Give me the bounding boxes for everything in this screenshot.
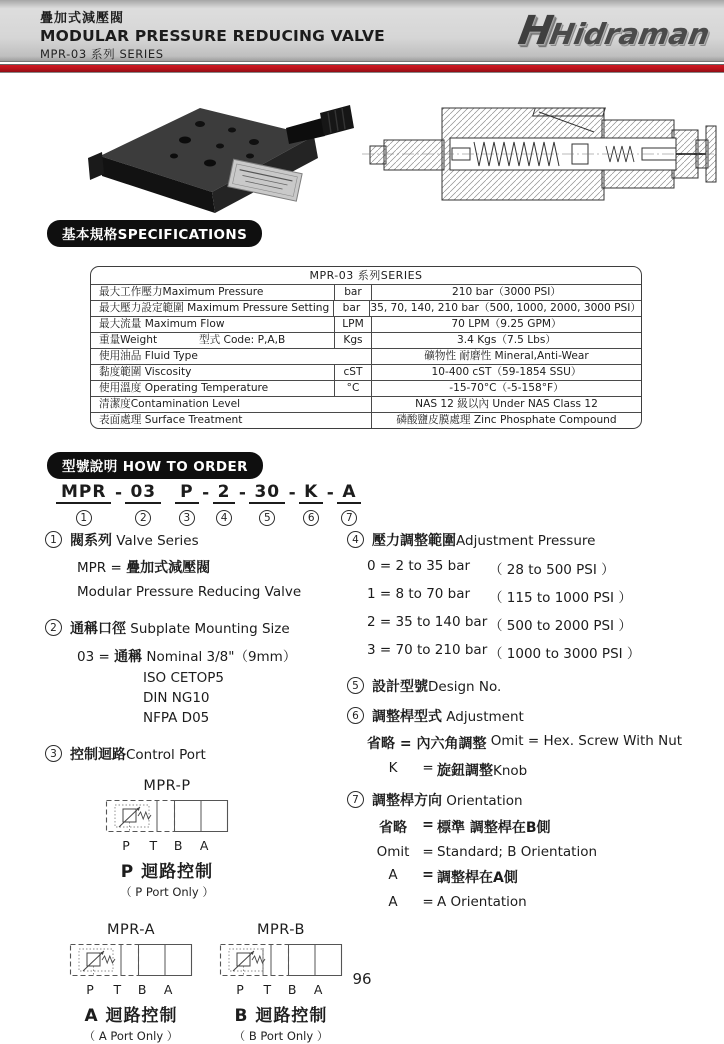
range-psi: （ 500 to 2000 PSI ） (489, 618, 632, 634)
row-value: 磷酸鹽皮膜處理 Zinc Phosphate Compound (396, 414, 617, 426)
segment-text: 03 (125, 482, 161, 504)
option-text: Standard; B Orientation (437, 844, 598, 860)
line-en: Knob (493, 763, 528, 779)
segment-number: 7 (341, 510, 357, 526)
row-label: 黏度範圍 Viscosity (91, 365, 335, 380)
how-to-order-heading-label: 型號說明 HOW TO ORDER (62, 459, 248, 475)
specifications-heading-label: 基本規格SPECIFICATIONS (62, 227, 248, 243)
range-psi: （ 1000 to 3000 PSI ） (489, 646, 641, 662)
item-title (372, 676, 501, 696)
option-code: A (388, 867, 398, 883)
weight-label: 重量Weight (99, 334, 158, 346)
code-segment (249, 482, 285, 526)
orientation-row (367, 894, 719, 910)
item-title (372, 790, 523, 810)
option-code: K (388, 760, 398, 776)
line-zh: 疊加式減壓閥 (126, 560, 211, 576)
row-label: 使用油品 Fluid Type (91, 349, 372, 364)
option-text (437, 760, 719, 780)
port-t: T (149, 838, 158, 853)
item-line (77, 557, 345, 577)
line-rest: Nominal 3/8"（9mm） (146, 649, 297, 665)
code-segment (56, 482, 111, 526)
orientation-row (367, 817, 719, 837)
row-unit: LPM (335, 317, 372, 332)
series-label: MPR-03 系列 SERIES (40, 47, 164, 61)
standard-line: DIN NG10 (143, 690, 210, 706)
logo-wordmark: Hidraman (547, 17, 713, 51)
item-7-body (347, 817, 719, 910)
port-p: P (122, 838, 130, 853)
equals-sign: = (422, 817, 434, 833)
spec-table-header: MPR-03 系列SERIES (309, 269, 423, 282)
orientation-row (367, 844, 719, 860)
row-value: 35, 70, 140, 210 bar（500, 1000, 2000, 3000 PSI） (370, 302, 641, 314)
option-code: Omit (376, 844, 410, 860)
range-code: 3 = 70 to 210 bar (367, 642, 488, 658)
row-unit: °C (335, 381, 372, 396)
line-en: Omit = Hex. Screw With Nut (490, 733, 683, 749)
port-b: B (287, 982, 297, 997)
item-title-zh: 通稱口徑 (70, 621, 126, 637)
segment-number: 6 (303, 510, 319, 526)
adjustment-row (367, 760, 719, 780)
code-separator: - (238, 483, 246, 503)
row-value: 3.4 Kgs（7.5 Lbs） (457, 334, 556, 346)
item-title-zh: 閥系列 (70, 533, 112, 549)
item-number: 4 (347, 531, 364, 548)
page-number: 96 (352, 970, 372, 988)
diagram-name: MPR-P (143, 778, 191, 794)
port-p: P (86, 982, 94, 997)
table-row (91, 412, 641, 428)
item-number: 6 (347, 707, 364, 724)
port-p: P (236, 982, 244, 997)
standard-line: NFPA D05 (143, 710, 210, 726)
hidraman-logo (515, 8, 714, 54)
diagram-name: MPR-A (106, 922, 156, 938)
pressure-range-row (367, 586, 719, 606)
segment-text: K (299, 482, 323, 504)
segment-text: 30 (249, 482, 285, 504)
code-separator: - (114, 483, 122, 503)
diagram-caption-zh: P 迴路控制 (120, 862, 214, 882)
port-t: T (263, 982, 272, 997)
code-separator: - (202, 483, 210, 503)
code-label: 型式 Code: P,A,B (199, 334, 286, 346)
row-value: 210 bar（3000 PSI） (452, 286, 561, 298)
option-text: 標準 調整桿在B側 (437, 820, 551, 836)
table-row (91, 396, 641, 412)
pressure-range-row (367, 614, 719, 634)
row-label: 最大工作壓力Maximum Pressure (91, 285, 335, 300)
diagram-name: MPR-B (257, 922, 305, 938)
line-zh: 省略 = 內六角調整 (367, 736, 487, 752)
item-title-en: Orientation (446, 793, 523, 809)
row-value: 70 LPM（9.25 GPM） (451, 318, 562, 330)
item-title-en: Design No. (428, 679, 502, 695)
item-title-zh: 調整桿方向 (372, 793, 442, 809)
item-7 (347, 790, 719, 810)
segment-number: 2 (135, 510, 151, 526)
table-row (91, 380, 641, 396)
specifications-heading (47, 220, 262, 247)
pressure-range-row (367, 642, 719, 662)
segment-number: 3 (179, 510, 195, 526)
diagram-caption-en: （ B Port Only ） (233, 1029, 329, 1043)
item-title (70, 530, 199, 550)
segment-text: P (175, 482, 198, 504)
row-value: -15-70°C（-5-158°F） (449, 382, 564, 394)
range-code: 0 = 2 to 35 bar (367, 558, 471, 574)
hydraulic-symbol (105, 799, 229, 833)
row-label (91, 333, 335, 348)
item-number: 5 (347, 677, 364, 694)
diagram-caption-en: （ A Port Only ） (83, 1029, 179, 1043)
code-segment (175, 482, 198, 526)
code-separator: - (288, 483, 296, 503)
row-label: 最大流量 Maximum Flow (91, 317, 335, 332)
row-label: 使用溫度 Operating Temperature (91, 381, 335, 396)
standard-line: ISO CETOP5 (143, 670, 225, 686)
item-1-body (77, 557, 345, 600)
valve-photo-image (82, 96, 362, 214)
item-title (70, 618, 290, 638)
item-6-body (347, 733, 719, 780)
item-title-en: Control Port (126, 747, 206, 763)
title-chinese: 疊加式減壓閥 (40, 11, 125, 26)
line-zh: 旋鈕調整 (437, 763, 493, 779)
option-code: A (388, 894, 398, 910)
table-row (91, 316, 641, 332)
item-title-zh: 調整桿型式 (372, 709, 442, 725)
row-label: 表面處理 Surface Treatment (91, 413, 372, 428)
code-segment (299, 482, 323, 526)
equals-sign: = (422, 760, 434, 776)
cross-section-image (354, 102, 720, 206)
row-value: 礦物性 耐磨性 Mineral,Anti-Wear (424, 350, 589, 362)
item-title-en: Adjustment Pressure (456, 533, 596, 549)
code-segment (213, 482, 236, 526)
range-code: 1 = 8 to 70 bar (367, 586, 471, 602)
segment-text: MPR (56, 482, 111, 504)
explanation-column-left (45, 530, 345, 1044)
item-5 (347, 676, 719, 696)
spec-table (90, 266, 642, 429)
range-code: 2 = 35 to 140 bar (367, 614, 488, 630)
item-number: 7 (347, 791, 364, 808)
row-unit: cST (335, 365, 372, 380)
header-titles (40, 7, 385, 62)
row-value: 10-400 cST（59-1854 SSU） (431, 366, 582, 378)
code-segment (125, 482, 161, 526)
explanation-column-right (347, 530, 719, 910)
option-text: 調整桿在A側 (437, 870, 518, 886)
line-zh: 通稱 (114, 649, 143, 665)
item-line: Modular Pressure Reducing Valve (77, 584, 302, 600)
item-title (70, 744, 206, 764)
range-psi: （ 28 to 500 PSI ） (489, 562, 615, 578)
item-2-body (77, 645, 345, 726)
item-2 (45, 618, 345, 638)
pressure-range-row (367, 558, 719, 578)
cross-section-drawing (354, 102, 720, 210)
item-title-zh: 壓力調整範圍 (372, 533, 456, 549)
table-row (91, 300, 641, 316)
port-t: T (113, 982, 122, 997)
item-1 (45, 530, 345, 550)
row-label: 最大壓力設定範圍 Maximum Pressure Setting (91, 301, 334, 316)
item-number: 2 (45, 619, 62, 636)
port-b: B (137, 982, 147, 997)
item-number: 1 (45, 531, 62, 548)
segment-number: 5 (259, 510, 275, 526)
product-photo (82, 96, 362, 218)
item-4 (347, 530, 719, 550)
logo-h-icon: H (515, 8, 555, 54)
table-row (91, 348, 641, 364)
table-row (91, 332, 641, 348)
port-a: A (163, 982, 173, 997)
item-title-en: Adjustment (446, 709, 524, 725)
table-row (91, 364, 641, 380)
item-title-zh: 控制迴路 (70, 747, 126, 763)
diagram-caption-en: （ P Port Only ） (120, 885, 214, 899)
page-header (0, 0, 724, 62)
segment-text: A (337, 482, 361, 504)
segment-number: 1 (76, 510, 92, 526)
model-code (56, 482, 361, 526)
row-unit: bar (334, 301, 371, 316)
row-label: 清潔度Contamination Level (91, 397, 372, 412)
adjustment-row (367, 733, 719, 753)
row-unit: bar (335, 285, 372, 300)
item-4-body (347, 558, 719, 662)
item-title-en: Subplate Mounting Size (130, 621, 290, 637)
title-english: MODULAR PRESSURE REDUCING VALVE (40, 27, 385, 45)
item-6 (347, 706, 719, 726)
row-value: NAS 12 級以內 Under NAS Class 12 (415, 398, 598, 410)
equals-sign: = (422, 894, 434, 910)
line-prefix: MPR = (77, 560, 127, 576)
diagram-mpr-p (97, 778, 237, 900)
segment-text: 2 (213, 482, 236, 504)
equals-sign: = (422, 867, 434, 883)
diagram-caption-zh: A 迴路控制 (84, 1006, 178, 1026)
port-labels (105, 838, 229, 853)
table-row (91, 284, 641, 300)
equals-sign: = (422, 844, 434, 860)
item-title (372, 530, 595, 550)
code-segment (337, 482, 361, 526)
port-a: A (313, 982, 323, 997)
item-title-en: Valve Series (116, 533, 199, 549)
segment-number: 4 (216, 510, 232, 526)
option-text: A Orientation (437, 894, 527, 910)
port-b: B (173, 838, 183, 853)
range-psi: （ 115 to 1000 PSI ） (489, 590, 632, 606)
item-title-zh: 設計型號 (372, 679, 428, 695)
port-a: A (199, 838, 209, 853)
how-to-order-heading (47, 452, 263, 479)
red-accent-bar (0, 64, 724, 73)
line-prefix: 03 = (77, 649, 115, 665)
item-number: 3 (45, 745, 62, 762)
orientation-row (367, 867, 719, 887)
item-title (372, 706, 524, 726)
diagram-caption-zh: B 迴路控制 (234, 1006, 328, 1026)
row-unit: Kgs (335, 333, 372, 348)
item-line (77, 645, 345, 666)
option-code: 省略 (379, 820, 407, 836)
item-3 (45, 744, 345, 764)
code-separator: - (326, 483, 334, 503)
